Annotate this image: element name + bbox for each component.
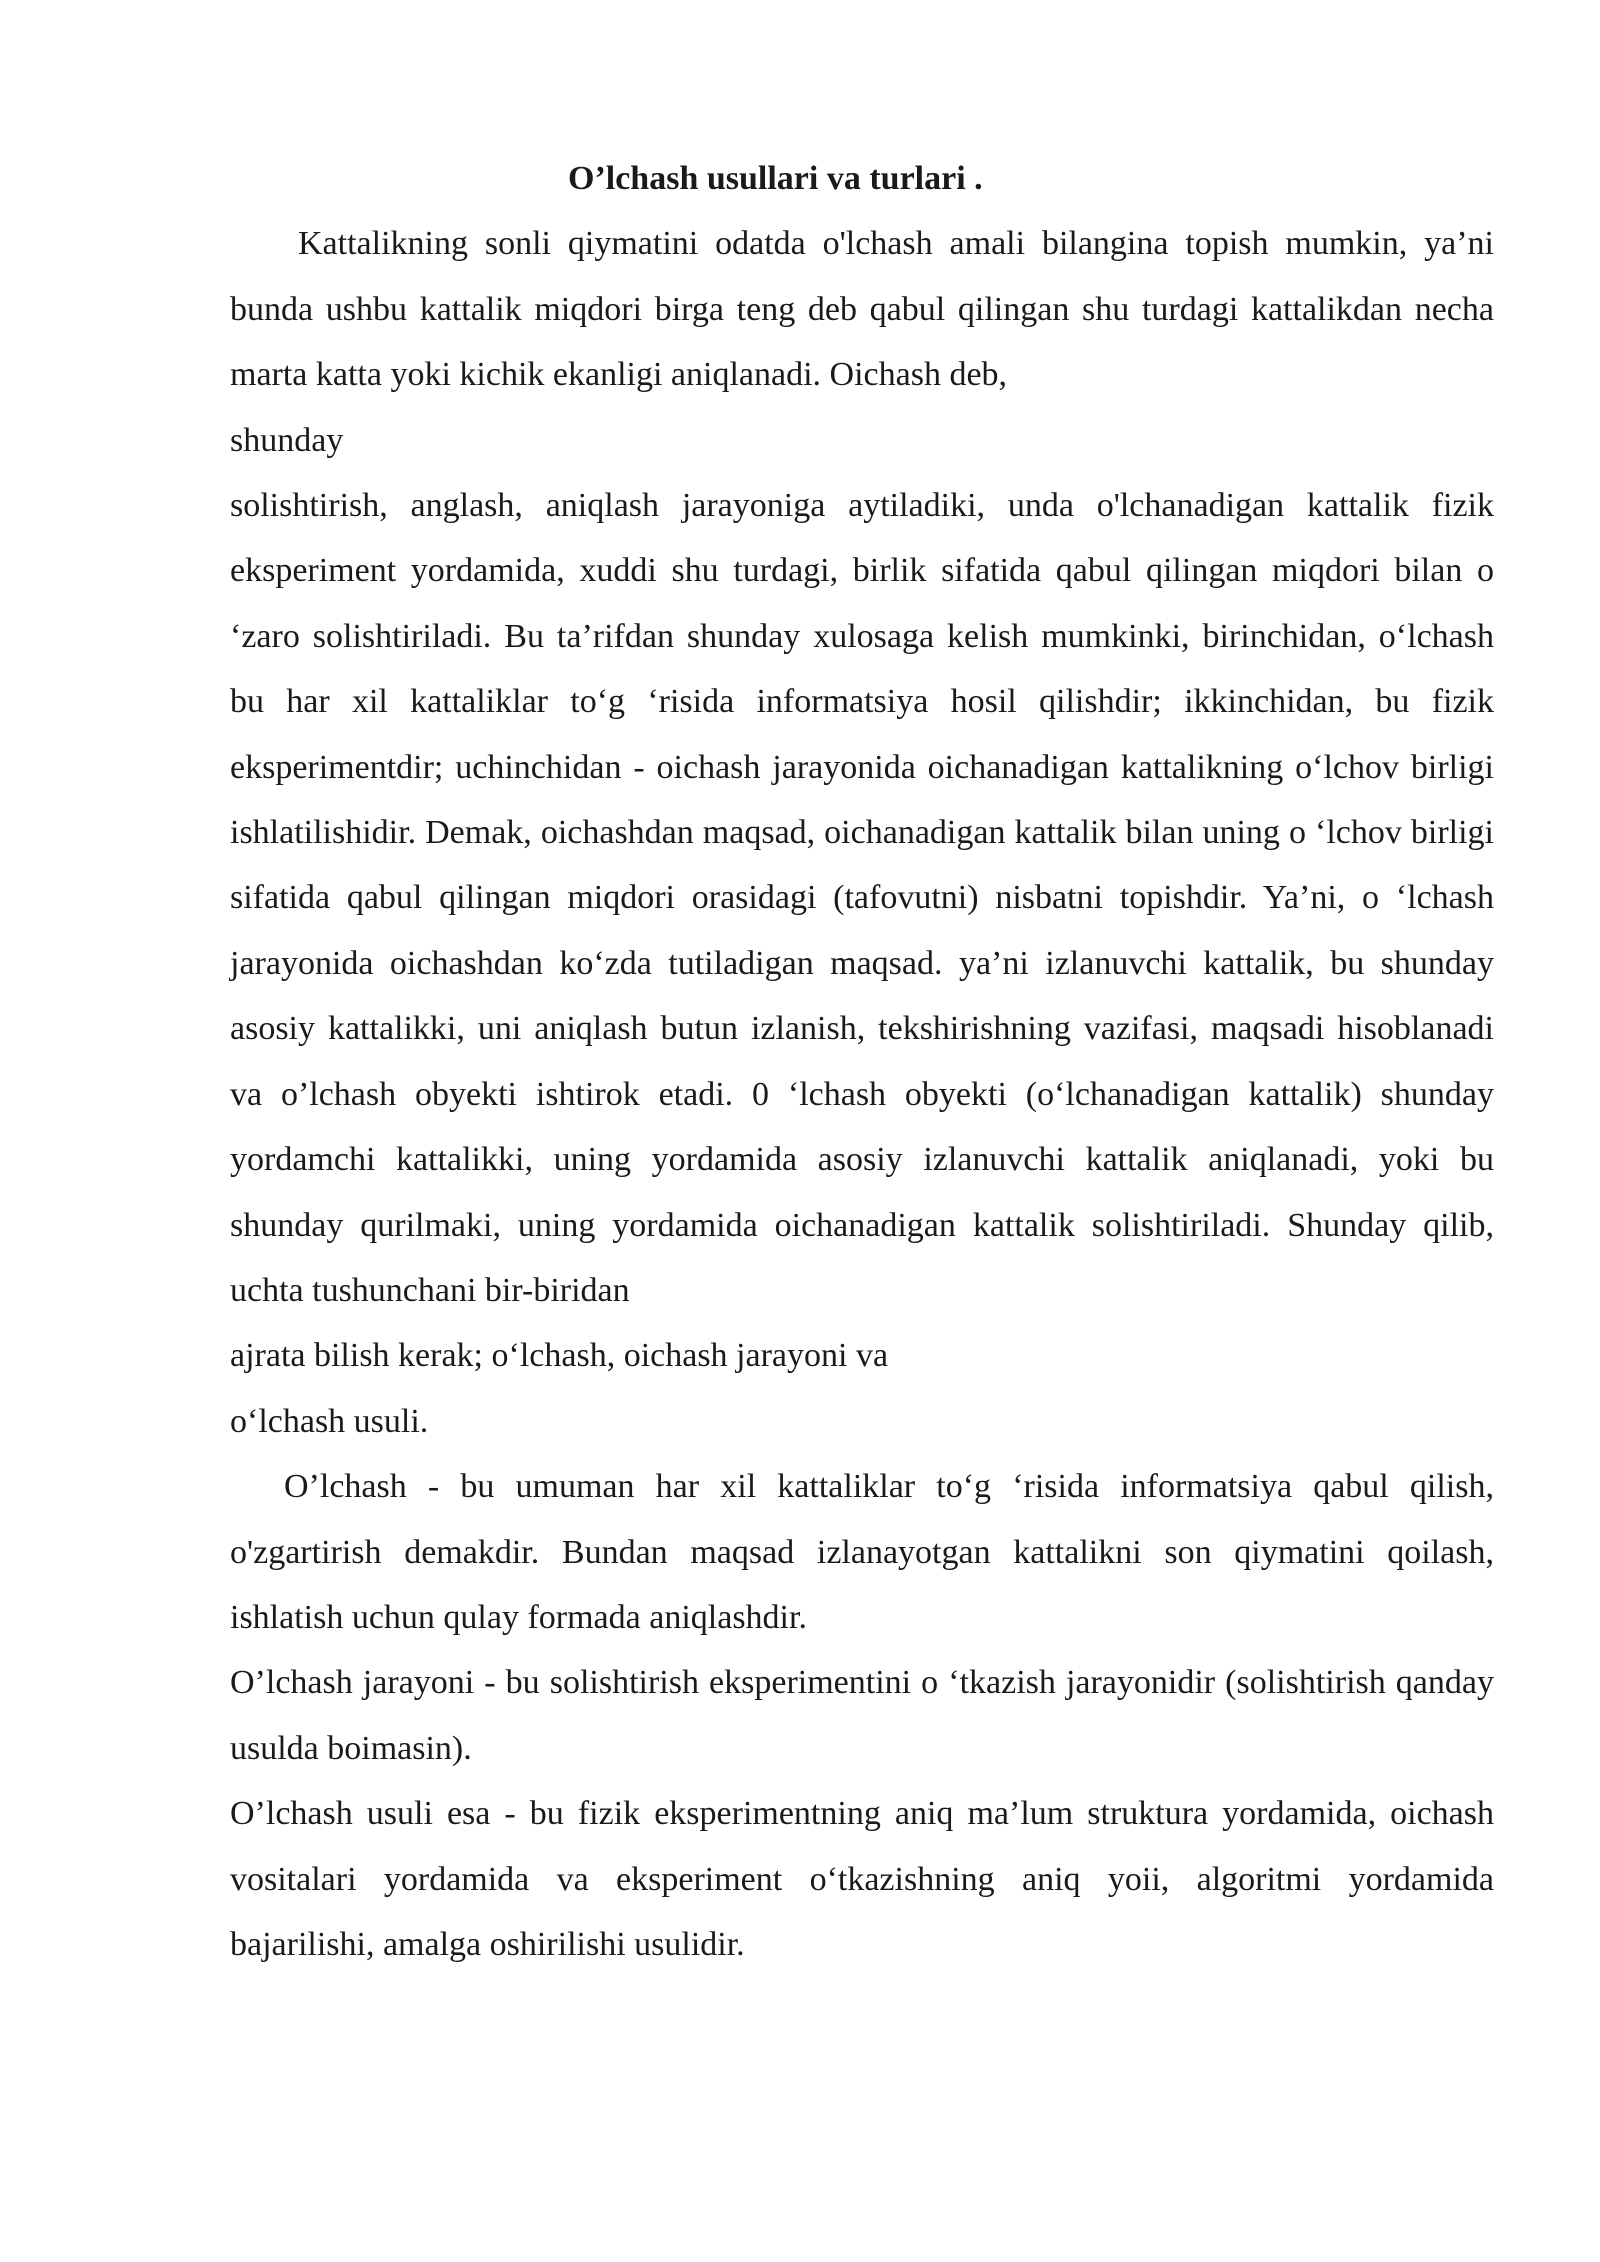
paragraph-7: O’lchash jarayoni - bu solishtirish eksperimentini o ‘tkazish jarayonidir (solishtirish qanday usulda boimasin). [230,1664,1494,1767]
document-body [230,146,1494,1977]
paragraph-8: O’lchash usuli esa - bu fizik eksperimentning aniq ma’lum struktura yordamida, oichash vositalari yordamida va eksperiment o‘tkazishning aniq yoii, algoritmi yordamida bajarilishi, amalga oshirilishi usulidir. [230,1795,1494,1963]
paragraph-3: solishtirish, anglash, aniqlash jarayoniga aytiladiki, unda o'lchanadigan kattalik fizik eksperiment yordamida, xuddi shu turdagi, birlik sifatida qabul qilingan miqdori bilan o ‘zaro solishtiriladi. Bu ta’rifdan shunday xulosaga kelish mumkinki, birinchidan, o‘lchash bu har xil kattaliklar to‘g ‘risida informatsiya hosil qilishdir; ikkinchidan, bu fizik eksperimentdir; uchinchidan - oichash jarayonida oichanadigan kattalikning o‘lchov birligi ishlatilishidir. Demak, oichashdan maqsad, oichanadigan kattalik bilan uning o ‘lchov birligi sifatida qabul qilingan miqdori orasidagi (tafovutni) nisbatni topishdir. Ya’ni, o ‘lchash jarayonida oichashdan ko‘zda tutiladigan maqsad. ya’ni izlanuvchi kattalik, bu shunday asosiy kattalikki, uni aniqlash butun izlanish, tekshirishning vazifasi, maqsadi hisoblanadi va o’lchash obyekti ishtirok etadi. 0 ‘lchash obyekti (o‘lchanadigan kattalik) shunday yordamchi kattalikki, uning yordamida asosiy izlanuvchi kattalik aniqlanadi, yoki bu shunday qurilmaki, uning yordamida oichanadigan kattalik solishtiriladi. Shunday qilib, uchta tushunchani bir-biridan [230,487,1494,1309]
paragraph-1: Kattalikning sonli qiymatini odatda o'lchash amali bilangina topish mumkin, ya’ni bunda ushbu kattalik miqdori birga teng deb qabul qilingan shu turdagi kattalikdan necha marta katta yoki kichik ekanligi aniqlanadi. Oichash deb, [230,225,1494,394]
page-title: O’lchash usullari va turlari . [568,160,983,197]
paragraph-5: o‘lchash usuli. [230,1402,429,1440]
paragraph-4: ajrata bilish kerak; o‘lchash, oichash jarayoni va [230,1337,889,1375]
paragraph-6: O’lchash - bu umuman har xil kattaliklar to‘g ‘risida informatsiya qabul qilish, o'zgartirish demakdir. Bundan maqsad izlanayotgan kattalikni son qiymatini qoilash, ishlatish uchun qulay formada aniqlashdir. [230,1468,1494,1636]
paragraph-2: shunday [230,421,344,459]
